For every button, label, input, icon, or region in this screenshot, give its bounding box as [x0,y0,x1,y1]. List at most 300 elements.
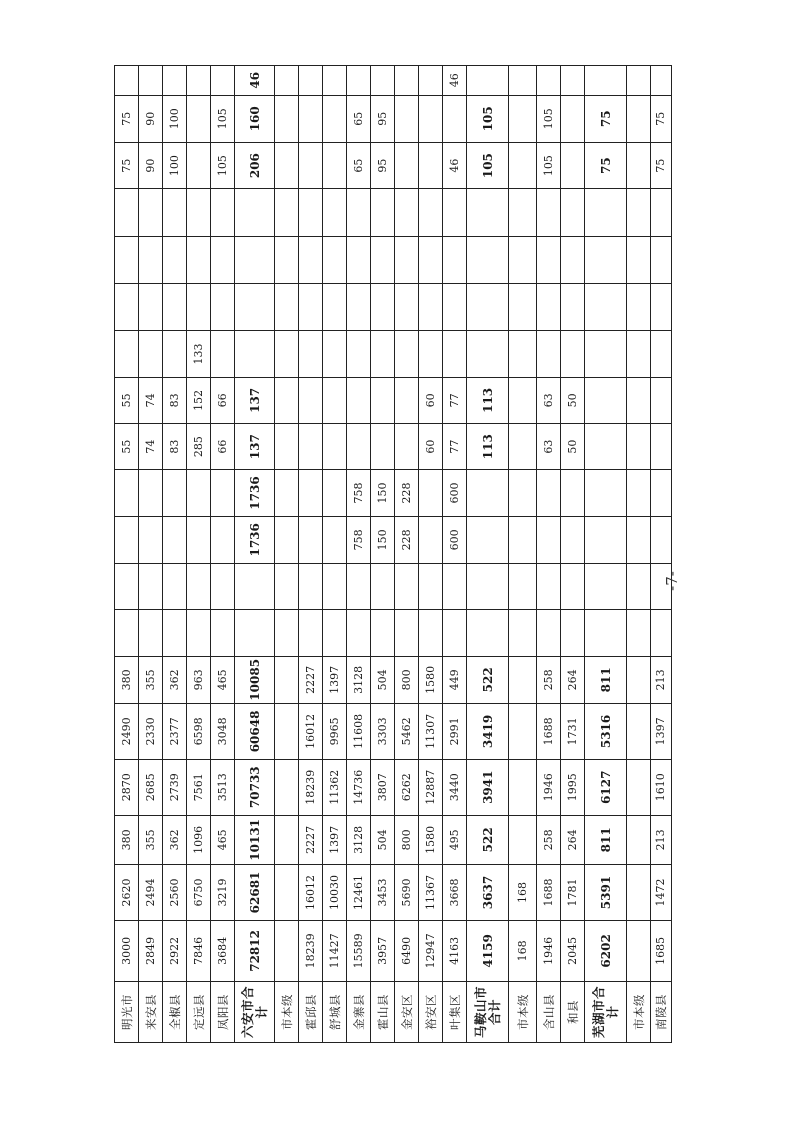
value-cell: 5391 [585,865,627,921]
value-cell [163,236,187,283]
value-cell [509,759,537,815]
value-cell [585,66,627,96]
value-cell: 105 [467,142,509,188]
table-row [627,66,651,1043]
value-cell [275,142,299,188]
value-cell [323,564,347,610]
value-cell [163,331,187,377]
value-cell [627,470,651,516]
value-cell [371,610,395,656]
value-cell: 62681 [235,865,275,921]
value-cell [275,66,299,96]
value-cell [509,610,537,656]
value-cell [187,284,211,331]
region-name-cell: 芜湖市合计 [585,981,627,1042]
value-cell [115,236,139,283]
value-cell: 1731 [561,704,585,760]
value-cell: 90 [139,142,163,188]
value-cell [467,610,509,656]
value-cell [443,331,467,377]
value-cell [585,424,627,470]
region-name-cell: 叶集区 [443,981,467,1042]
value-cell [585,470,627,516]
value-cell [509,236,537,283]
value-cell: 11608 [347,704,371,760]
value-cell: 2377 [163,704,187,760]
value-cell [115,189,139,236]
value-cell: 811 [585,815,627,864]
value-cell: 60648 [235,704,275,760]
value-cell [627,704,651,760]
region-name-cell: 金寨县 [347,981,371,1042]
value-cell [467,331,509,377]
value-cell [299,331,323,377]
value-cell [163,610,187,656]
value-cell: 213 [651,815,672,864]
value-cell [651,424,672,470]
value-cell: 213 [651,656,672,703]
value-cell: 50 [561,424,585,470]
value-cell [651,470,672,516]
value-cell [347,564,371,610]
value-cell: 75 [585,142,627,188]
value-cell [585,284,627,331]
value-cell [509,564,537,610]
value-cell [115,470,139,516]
value-cell: 105 [467,95,509,142]
value-cell: 2227 [299,815,323,864]
value-cell: 60 [419,377,443,423]
value-cell [163,66,187,96]
value-cell [211,66,235,96]
value-cell: 285 [187,424,211,470]
value-cell [627,815,651,864]
value-cell: 95 [371,142,395,188]
value-cell [585,610,627,656]
table-row [509,66,537,1043]
region-name-cell: 和县 [561,981,585,1042]
value-cell [395,142,419,188]
value-cell [115,516,139,563]
table-row [537,66,561,1043]
value-cell [323,331,347,377]
value-cell [211,284,235,331]
value-cell [115,564,139,610]
value-cell [299,516,323,563]
value-cell [163,564,187,610]
value-cell: 50 [561,377,585,423]
value-cell: 2685 [139,759,163,815]
value-cell [537,66,561,96]
value-cell: 11367 [419,865,443,921]
region-name-cell: 市本级 [627,981,651,1042]
table-row [275,66,299,1043]
region-name-cell: 凤阳县 [211,981,235,1042]
value-cell [537,516,561,563]
value-cell [561,564,585,610]
rotated-table-wrapper [114,65,668,1043]
value-cell: 2922 [163,920,187,981]
table-row [395,66,419,1043]
value-cell: 100 [163,142,187,188]
value-cell [163,516,187,563]
value-cell [139,470,163,516]
value-cell [651,516,672,563]
value-cell: 4163 [443,920,467,981]
value-cell [347,331,371,377]
table-row [299,66,323,1043]
value-cell [627,377,651,423]
value-cell [275,516,299,563]
value-cell: 264 [561,656,585,703]
value-cell [561,236,585,283]
table-row [651,66,672,1043]
region-name-cell: 马鞍山市合计 [467,981,509,1042]
value-cell [537,470,561,516]
value-cell: 15589 [347,920,371,981]
value-cell [419,95,443,142]
value-cell [275,704,299,760]
value-cell [139,284,163,331]
value-cell [299,95,323,142]
value-cell: 75 [115,142,139,188]
value-cell [585,377,627,423]
value-cell: 811 [585,656,627,703]
value-cell [211,610,235,656]
value-cell [537,564,561,610]
value-cell: 74 [139,424,163,470]
value-cell: 2494 [139,865,163,921]
value-cell [187,564,211,610]
value-cell [299,470,323,516]
value-cell: 65 [347,95,371,142]
value-cell: 2045 [561,920,585,981]
value-cell [299,284,323,331]
value-cell [299,610,323,656]
value-cell [467,564,509,610]
value-cell [509,656,537,703]
value-cell: 55 [115,377,139,423]
value-cell: 1946 [537,759,561,815]
value-cell [585,331,627,377]
value-cell [299,66,323,96]
table-row [211,66,235,1043]
value-cell [627,284,651,331]
value-cell: 380 [115,815,139,864]
value-cell [537,331,561,377]
region-name-cell: 来安县 [139,981,163,1042]
value-cell [561,95,585,142]
table-row [235,66,275,1043]
value-cell: 258 [537,815,561,864]
value-cell: 168 [509,865,537,921]
value-cell [395,95,419,142]
value-cell [323,284,347,331]
value-cell [139,66,163,96]
table-row [371,66,395,1043]
region-name-cell: 市本级 [509,981,537,1042]
region-name-cell: 定远县 [187,981,211,1042]
value-cell: 46 [443,66,467,96]
value-cell [509,516,537,563]
value-cell: 2870 [115,759,139,815]
value-cell [371,189,395,236]
value-cell: 2739 [163,759,187,815]
value-cell: 522 [467,815,509,864]
value-cell: 12461 [347,865,371,921]
value-cell [509,66,537,96]
region-name-cell: 全椒县 [163,981,187,1042]
value-cell: 3668 [443,865,467,921]
value-cell: 2490 [115,704,139,760]
value-cell [651,331,672,377]
value-cell [139,564,163,610]
table-row [187,66,211,1043]
value-cell: 800 [395,815,419,864]
value-cell: 1781 [561,865,585,921]
value-cell: 5690 [395,865,419,921]
value-cell [115,66,139,96]
value-cell: 1096 [187,815,211,864]
value-cell: 264 [561,815,585,864]
value-cell [187,516,211,563]
region-name-cell: 金安区 [395,981,419,1042]
value-cell [467,189,509,236]
value-cell: 105 [211,142,235,188]
value-cell: 600 [443,470,467,516]
value-cell: 362 [163,815,187,864]
value-cell [419,284,443,331]
value-cell: 10131 [235,815,275,864]
value-cell: 16012 [299,704,323,760]
value-cell [235,564,275,610]
value-cell: 465 [211,656,235,703]
value-cell [371,424,395,470]
table-row [561,66,585,1043]
value-cell: 16012 [299,865,323,921]
value-cell [163,470,187,516]
region-name-cell: 霍山县 [371,981,395,1042]
value-cell [509,815,537,864]
value-cell [651,284,672,331]
value-cell [235,284,275,331]
value-cell: 2227 [299,656,323,703]
value-cell [347,236,371,283]
value-cell: 228 [395,470,419,516]
value-cell [187,189,211,236]
value-cell: 963 [187,656,211,703]
value-cell [651,189,672,236]
value-cell: 70733 [235,759,275,815]
value-cell: 113 [467,377,509,423]
value-cell [467,516,509,563]
value-cell [395,610,419,656]
region-name-cell: 明光市 [115,981,139,1042]
value-cell [419,66,443,96]
value-cell [561,610,585,656]
value-cell [275,377,299,423]
value-cell: 60 [419,424,443,470]
value-cell: 800 [395,656,419,703]
value-cell: 113 [467,424,509,470]
value-cell [627,331,651,377]
value-cell [651,377,672,423]
value-cell: 14736 [347,759,371,815]
table-row [323,66,347,1043]
value-cell: 3219 [211,865,235,921]
value-cell: 600 [443,516,467,563]
value-cell [275,759,299,815]
value-cell: 77 [443,377,467,423]
value-cell [585,236,627,283]
value-cell [509,189,537,236]
value-cell [275,610,299,656]
value-cell: 522 [467,656,509,703]
value-cell [627,656,651,703]
value-cell: 3303 [371,704,395,760]
value-cell [395,377,419,423]
value-cell: 2849 [139,920,163,981]
value-cell [187,66,211,96]
value-cell [371,331,395,377]
value-cell [211,470,235,516]
value-cell: 65 [347,142,371,188]
value-cell [395,284,419,331]
value-cell [627,236,651,283]
value-cell [235,331,275,377]
page-number: -7- [663,571,681,591]
table-row [139,66,163,1043]
value-cell: 2330 [139,704,163,760]
value-cell: 83 [163,424,187,470]
value-cell [627,424,651,470]
region-name-cell: 裕安区 [419,981,443,1042]
value-cell [627,759,651,815]
value-cell: 449 [443,656,467,703]
value-cell [371,236,395,283]
value-cell: 137 [235,424,275,470]
value-cell: 206 [235,142,275,188]
value-cell: 1397 [651,704,672,760]
value-cell: 133 [187,331,211,377]
value-cell: 3000 [115,920,139,981]
value-cell: 83 [163,377,187,423]
value-cell: 74 [139,377,163,423]
value-cell: 1397 [323,656,347,703]
value-cell [275,656,299,703]
value-cell: 495 [443,815,467,864]
value-cell [275,236,299,283]
region-name-cell: 霍邱县 [299,981,323,1042]
value-cell [395,331,419,377]
value-cell: 95 [371,95,395,142]
table-row [419,66,443,1043]
value-cell [211,189,235,236]
table-row [443,66,467,1043]
value-cell: 12887 [419,759,443,815]
value-cell [275,95,299,142]
value-cell [371,66,395,96]
value-cell: 1685 [651,920,672,981]
value-cell: 150 [371,470,395,516]
value-cell [187,142,211,188]
value-cell [139,331,163,377]
value-cell: 465 [211,815,235,864]
value-cell [509,704,537,760]
value-cell [627,95,651,142]
value-cell [443,610,467,656]
value-cell: 2991 [443,704,467,760]
value-cell: 1995 [561,759,585,815]
value-cell [651,66,672,96]
value-cell [347,377,371,423]
value-cell [627,516,651,563]
value-cell: 6127 [585,759,627,815]
value-cell [627,189,651,236]
value-cell: 1610 [651,759,672,815]
value-cell [509,142,537,188]
value-cell: 504 [371,656,395,703]
value-cell: 7561 [187,759,211,815]
value-cell [561,516,585,563]
value-cell [371,284,395,331]
value-cell: 3419 [467,704,509,760]
value-cell: 168 [509,920,537,981]
value-cell: 7846 [187,920,211,981]
value-cell [509,284,537,331]
value-cell [187,610,211,656]
value-cell: 3128 [347,815,371,864]
value-cell [275,564,299,610]
value-cell [275,470,299,516]
table-row [467,66,509,1043]
value-cell: 63 [537,377,561,423]
value-cell [275,424,299,470]
value-cell: 3941 [467,759,509,815]
value-cell [323,516,347,563]
region-name-cell: 南陵县 [651,981,672,1042]
value-cell [537,610,561,656]
value-cell [299,424,323,470]
value-cell [467,66,509,96]
value-cell [443,284,467,331]
value-cell [299,236,323,283]
value-cell [443,95,467,142]
value-cell: 46 [235,66,275,96]
value-cell: 75 [115,95,139,142]
value-cell: 504 [371,815,395,864]
value-cell: 6202 [585,920,627,981]
value-cell [211,564,235,610]
value-cell [537,284,561,331]
value-cell: 18239 [299,920,323,981]
value-cell [163,284,187,331]
value-cell [395,424,419,470]
value-cell [323,95,347,142]
value-cell [139,236,163,283]
value-cell: 77 [443,424,467,470]
value-cell: 1397 [323,815,347,864]
value-cell [299,189,323,236]
value-cell [347,610,371,656]
value-cell [323,142,347,188]
value-cell: 1736 [235,470,275,516]
value-cell [371,377,395,423]
value-cell: 6598 [187,704,211,760]
value-cell: 758 [347,516,371,563]
table-row [347,66,371,1043]
value-cell: 75 [651,142,672,188]
